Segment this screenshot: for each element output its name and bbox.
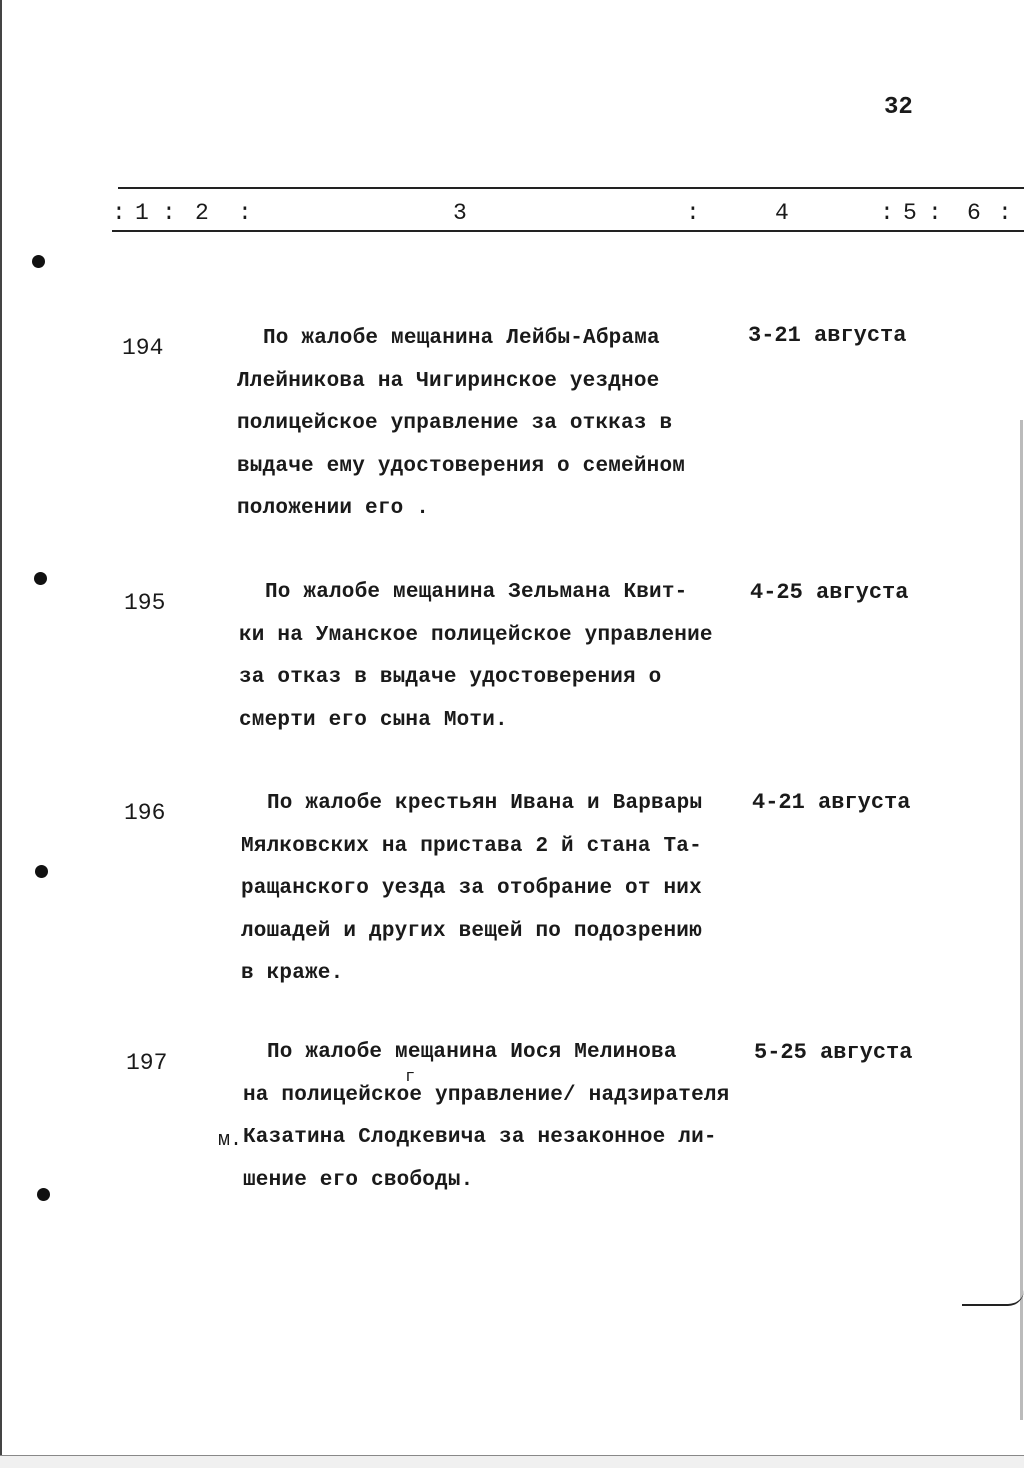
entry-date: 3-21 августа [748, 323, 907, 348]
entry-description [239, 572, 713, 742]
entry-number: 197 [126, 1050, 168, 1076]
entry-line: Ллейникова на Чигиринское уездное [237, 369, 660, 393]
entry-description [237, 318, 685, 531]
page-number: 32 [884, 94, 913, 121]
entry-number: 196 [124, 800, 166, 826]
column-separator: : [998, 200, 1012, 226]
punch-hole-mark [34, 572, 47, 585]
entry-line: положении его . [237, 497, 430, 520]
entry-line: Казатина Слодкевича за незаконное ли- [243, 1126, 717, 1149]
column-number-6: 6 [967, 200, 981, 226]
column-separator: : [928, 200, 942, 226]
entry-line: шение его свободы. [243, 1168, 474, 1192]
column-separator: : [238, 200, 252, 226]
entry-line: на полицейское управление/ надзирателя [243, 1083, 730, 1107]
entry-line: По жалобе мещанина Иося Мелинова [267, 1041, 677, 1064]
entry-line: По жалобе крестьян Ивана и Варвары [267, 792, 703, 815]
page-bottom-edge [0, 1455, 1024, 1468]
column-number-3: 3 [453, 200, 467, 226]
scan-curve-mark [962, 1290, 1024, 1306]
overwrite-annotation: г [405, 1068, 416, 1087]
header-rule-top [118, 187, 1024, 189]
column-separator: : [686, 200, 700, 226]
entry-line: По жалобе мещанина Зельмана Квит- [265, 581, 688, 604]
column-number-4: 4 [775, 200, 789, 226]
punch-hole-mark [35, 865, 48, 878]
entry-line: По жалобе мещанина Лейбы-Абрама [263, 327, 660, 350]
entry-date: 4-21 августа [752, 790, 911, 815]
page-right-edge [1020, 420, 1023, 1420]
column-separator: : [162, 200, 176, 226]
column-number-1: 1 [135, 200, 149, 226]
entry-number: 195 [124, 590, 166, 616]
punch-hole-mark [37, 1188, 50, 1201]
entry-description [243, 1032, 729, 1202]
entry-line: в краже. [241, 962, 344, 985]
punch-hole-mark [32, 255, 45, 268]
entry-line: смерти его сына Моти. [239, 708, 508, 732]
margin-annotation: м. [218, 1129, 243, 1152]
column-number-2: 2 [195, 200, 209, 226]
entry-date: 5-25 августа [754, 1040, 913, 1065]
entry-line: лошадей и других вещей по подозрению [241, 919, 702, 943]
entry-number: 194 [122, 335, 164, 361]
entry-line: Мялковских на пристава 2 й стана Та- [241, 834, 702, 858]
page-left-edge [0, 0, 2, 1467]
column-separator: : [880, 200, 894, 226]
column-separator: : [112, 200, 126, 226]
entry-description [241, 783, 702, 996]
entry-line: выдаче ему удостоверения о семейном [237, 454, 686, 478]
entry-line: за отказ в выдаче удостоверения о [239, 666, 662, 689]
entry-date: 4-25 августа [750, 580, 909, 605]
column-number-5: 5 [903, 200, 917, 226]
header-rule-bottom [112, 230, 1024, 232]
entry-line: ки на Уманское полицейское управление [239, 623, 713, 647]
entry-line: ращанского уезда за отобрание от них [241, 877, 702, 900]
entry-line: полицейское управление за откказ в [237, 412, 673, 435]
